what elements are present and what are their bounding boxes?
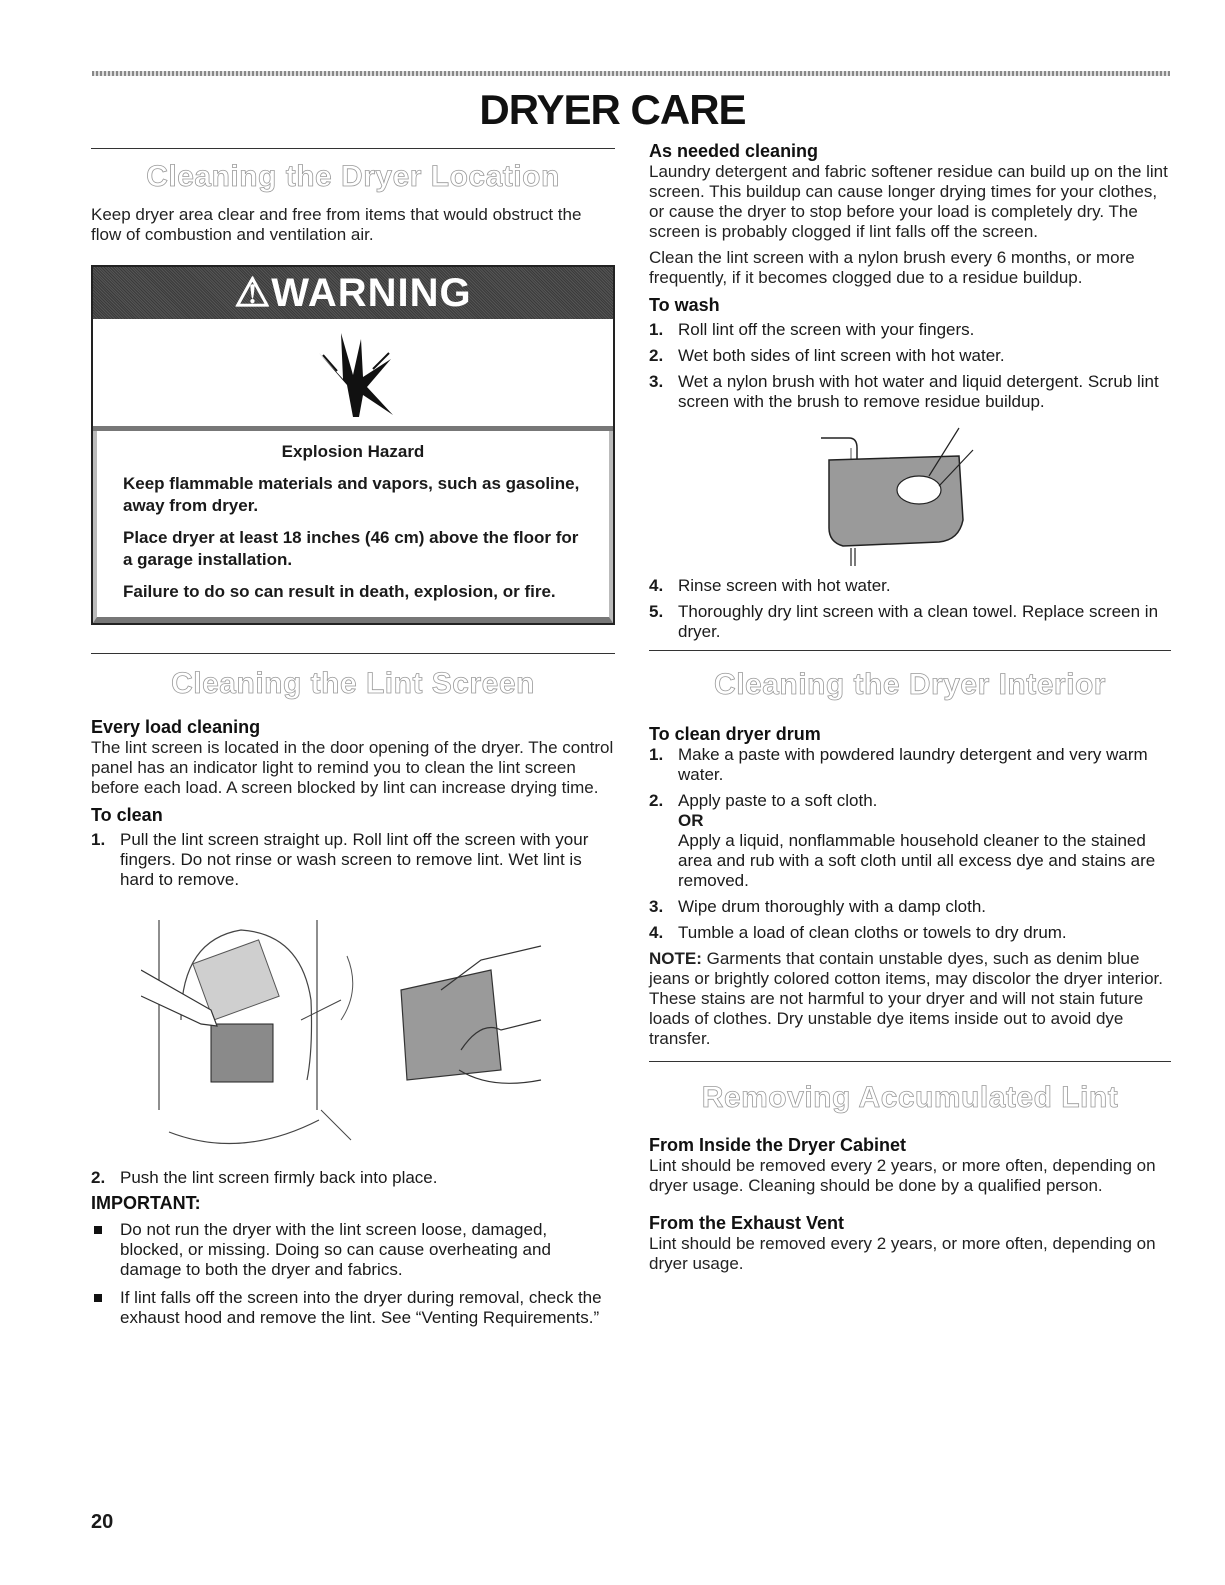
to-clean-steps xyxy=(91,830,615,890)
list-item xyxy=(91,1220,615,1280)
step-text: Wet both sides of lint screen with hot water. xyxy=(678,346,1005,365)
note-text: Garments that contain unstable dyes, such as denim blue jeans or brightly colored cotton items, may discolor the dryer interior. These stains are not harmful to your dryer and will not stain future loads of clothes. Dry unstable dye items inside out to avoid dye transfer. xyxy=(649,949,1164,1048)
cabinet-paragraph: Lint should be removed every 2 years, or more often, depending on dryer usage. Cleaning should be done by a qualified person. xyxy=(649,1156,1156,1195)
step-text: Rinse screen with hot water. xyxy=(678,576,891,595)
as-needed-heading: As needed cleaning xyxy=(649,141,819,161)
list-item xyxy=(649,320,1171,340)
list-item xyxy=(649,897,1171,917)
step-text: Roll lint off the screen with your fingers. xyxy=(678,320,975,339)
step-text: Apply paste to a soft cloth. xyxy=(678,791,878,810)
bullet-mark xyxy=(94,1226,102,1234)
step-or: OR xyxy=(678,811,704,830)
explosion-icon xyxy=(303,325,403,421)
section-rule xyxy=(91,653,615,654)
section-rule xyxy=(91,148,615,149)
list-item xyxy=(649,372,1171,412)
list-item xyxy=(91,830,615,890)
step-text: Pull the lint screen straight up. Roll lint off the screen with your fingers. Do not rinse or wash screen to remove lint. Wet lint is hard to remove. xyxy=(120,830,589,889)
warning-hazard-title: Explosion Hazard xyxy=(281,442,425,461)
location-paragraph: Keep dryer area clear and free from items that would obstruct the flow of combustion and ventilation air. xyxy=(91,205,582,244)
step-number: 3. xyxy=(649,897,664,916)
step-number: 4. xyxy=(649,923,664,942)
page-title: DRYER CARE xyxy=(479,86,746,133)
warning-line: Place dryer at least 18 inches (46 cm) above the floor for a garage installation. xyxy=(123,528,579,569)
to-clean-heading: To clean xyxy=(91,805,163,825)
lint-screen-removal-illustration xyxy=(141,900,561,1160)
to-clean-steps-continued xyxy=(91,1168,615,1188)
page-number: 20 xyxy=(91,1511,114,1533)
bullet-text: If lint falls off the screen into the dryer during removal, check the exhaust hood and remove the lint. See “Venting Requirements.” xyxy=(120,1288,602,1327)
important-bullets xyxy=(91,1220,615,1328)
step-number: 5. xyxy=(649,602,664,621)
warning-header xyxy=(93,267,613,319)
step-text: Push the lint screen firmly back into place. xyxy=(120,1168,438,1187)
list-item xyxy=(649,923,1171,943)
section-rule xyxy=(649,650,1171,651)
cabinet-heading: From Inside the Dryer Cabinet xyxy=(649,1135,907,1155)
vent-heading: From the Exhaust Vent xyxy=(649,1213,845,1233)
top-rule xyxy=(92,71,1170,76)
section-heading-accumulated-lint: Removing Accumulated Lint xyxy=(701,1081,1119,1114)
note-paragraph xyxy=(649,949,1171,1049)
to-wash-heading: To wash xyxy=(649,295,720,315)
warning-line: Failure to do so can result in death, explosion, or fire. xyxy=(123,582,556,601)
note-label: NOTE: xyxy=(649,949,702,968)
step-number: 1. xyxy=(91,830,106,849)
every-load-heading: Every load cleaning xyxy=(91,717,261,737)
step-number: 1. xyxy=(649,320,664,339)
warning-body xyxy=(93,431,613,623)
step-text: Wet a nylon brush with hot water and liquid detergent. Scrub lint screen with the brush to remove residue buildup. xyxy=(678,372,1159,411)
drum-heading: To clean dryer drum xyxy=(649,724,821,744)
to-wash-steps-continued xyxy=(649,576,1171,642)
section-heading-lint-screen: Cleaning the Lint Screen xyxy=(171,667,535,700)
step-number: 4. xyxy=(649,576,664,595)
step-text: Make a paste with powdered laundry detergent and very warm water. xyxy=(678,745,1148,784)
step-number: 1. xyxy=(649,745,664,764)
lint-screen-washing-illustration xyxy=(809,420,989,570)
important-heading: IMPORTANT: xyxy=(91,1193,201,1213)
step-number: 2. xyxy=(91,1168,106,1187)
step-number: 2. xyxy=(649,346,664,365)
list-item xyxy=(649,602,1171,642)
step-text: Tumble a load of clean cloths or towels to dry drum. xyxy=(678,923,1067,942)
list-item xyxy=(91,1168,615,1188)
step-text: Wipe drum thoroughly with a damp cloth. xyxy=(678,897,987,916)
right-column xyxy=(649,140,1171,1274)
warning-icon-area xyxy=(93,319,613,431)
drum-steps xyxy=(649,745,1171,943)
step-number: 2. xyxy=(649,791,664,810)
bullet-text: Do not run the dryer with the lint screen loose, damaged, blocked, or missing. Doing so can cause overheating and damage to both the dryer and fabrics. xyxy=(120,1220,551,1279)
warning-box xyxy=(91,265,615,625)
as-needed-paragraph-2: Clean the lint screen with a nylon brush every 6 months, or more frequently, if it becomes clogged due to a residue buildup. xyxy=(649,248,1135,287)
list-item xyxy=(649,791,1171,891)
list-item xyxy=(91,1288,615,1328)
left-column xyxy=(91,148,615,1328)
as-needed-paragraph: Laundry detergent and fabric softener residue can build up on the lint screen. This buildup can cause longer drying times for your clothes, or cause the dryer to stop before your load is completely dry. The screen is probably clogged if lint falls off the screen. xyxy=(649,162,1168,241)
every-load-paragraph: The lint screen is located in the door opening of the dryer. The control panel has an indicator light to remind you to clean the lint screen before each load. A screen blocked by lint can increase drying time. xyxy=(91,738,614,797)
to-wash-steps xyxy=(649,320,1171,412)
step-number: 3. xyxy=(649,372,664,391)
vent-paragraph: Lint should be removed every 2 years, or more often, depending on dryer usage. xyxy=(649,1234,1156,1273)
step-text: Thoroughly dry lint screen with a clean towel. Replace screen in dryer. xyxy=(678,602,1159,641)
step-text-alternative: Apply a liquid, nonflammable household cleaner to the stained area and rub with a soft cloth until all excess dye and stains are removed. xyxy=(678,831,1156,890)
list-item xyxy=(649,346,1171,366)
section-heading-dryer-interior: Cleaning the Dryer Interior xyxy=(714,668,1106,701)
section-rule xyxy=(649,1061,1171,1062)
list-item xyxy=(649,576,1171,596)
section-heading-dryer-location: Cleaning the Dryer Location xyxy=(146,160,560,193)
list-item xyxy=(649,745,1171,785)
warning-title: ⚠WARNING xyxy=(234,271,472,315)
warning-line: Keep flammable materials and vapors, such as gasoline, away from dryer. xyxy=(123,474,580,515)
bullet-mark xyxy=(94,1294,102,1302)
